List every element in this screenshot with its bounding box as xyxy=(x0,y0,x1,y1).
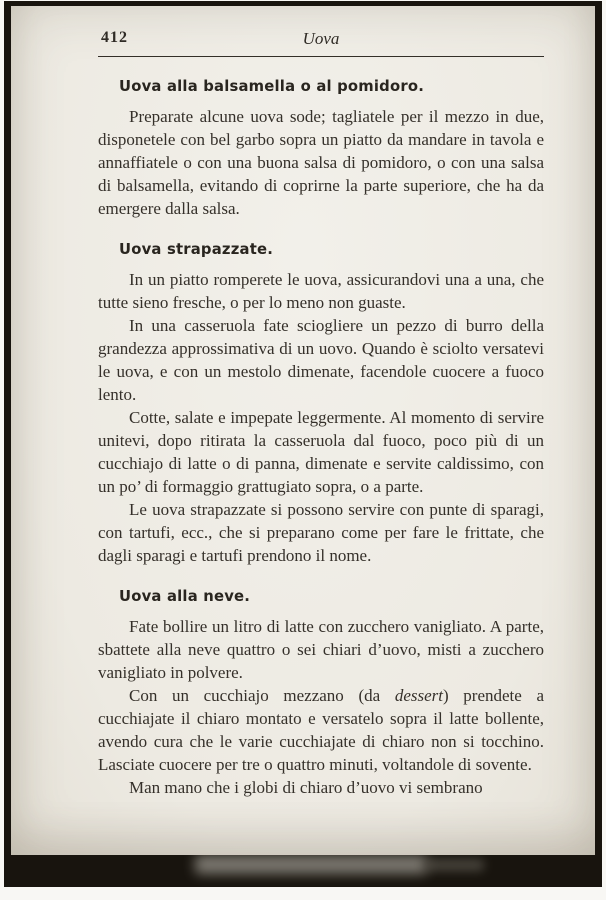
running-head: Uova xyxy=(302,29,340,48)
paragraph-text: Con un cucchiajo mezzano (da xyxy=(129,686,395,705)
paragraph: Fate bollire un litro di latte con zucchero vanigliato. A parte, sbattete alla neve quattro o sei chiari d’uovo, misti a zucchero vanigliato in polvere. xyxy=(98,617,544,682)
paragraph: Preparate alcune uova sode; tagliatele per il mezzo in due, disponetele con bel garbo sopra un piatto da mandare in tavola e annaffiatele o con una buona salsa di pomidoro, o con una salsa di balsamella, evitando di coprirne la parte superiore, che ha da emergere dalla salsa. xyxy=(98,107,544,218)
section-heading-neve: Uova alla neve. xyxy=(119,588,251,605)
paragraph: Le uova strapazzate si possono servire con punte di sparagi, con tartufi, ecc., che si preparano come per fare le frittate, che dagli sparagi e tartufi prendono il nome. xyxy=(98,500,544,565)
paragraph: Cotte, salate e impepate leggermente. Al momento di servire unitevi, dopo ritirata la casseruola dal fuoco, poco più di un cucchiajo di latte o di panna, dimenate e servite caldissimo, con un po’ di formaggio grattugiato sopra, o a parte. xyxy=(98,408,544,496)
page-header xyxy=(98,27,544,56)
paragraph: In un piatto romperete le uova, assicurandovi una a una, che tutte sieno fresche, o per lo meno non guaste. xyxy=(98,270,544,312)
page-content xyxy=(98,78,544,799)
paragraph xyxy=(98,684,544,776)
book-page xyxy=(11,6,595,855)
paragraph: Man mano che i globi di chiaro d’uovo vi sembrano xyxy=(129,778,483,797)
page-body xyxy=(98,27,544,799)
page-number: 412 xyxy=(101,29,128,46)
header-rule xyxy=(98,56,544,57)
section-heading-strapazzate: Uova strapazzate. xyxy=(119,241,274,258)
paragraph-text: ) prendete a cucchiajate il chiaro montato e versatelo sopra il latte bollente, avendo cura che le varie cucchiajate di chiaro non si tocchino. Lasciate cuocere per tre o quattro minuti, voltandole di sovente. xyxy=(98,686,545,774)
italic-term: dessert xyxy=(394,686,443,705)
section-heading-balsamella: Uova alla balsamella o al pomidoro. xyxy=(119,78,425,95)
paragraph: In una casseruola fate sciogliere un pezzo di burro della grandezza approssimativa di un uovo. Quando è sciolto versatevi le uova, e con un mestolo dimenate, facendole cuocere a fuoco lento. xyxy=(98,316,544,404)
scan-artifact-smudge xyxy=(195,855,427,874)
scan-artifact-smudge-small xyxy=(424,859,484,871)
scan-dark-border xyxy=(4,1,602,887)
